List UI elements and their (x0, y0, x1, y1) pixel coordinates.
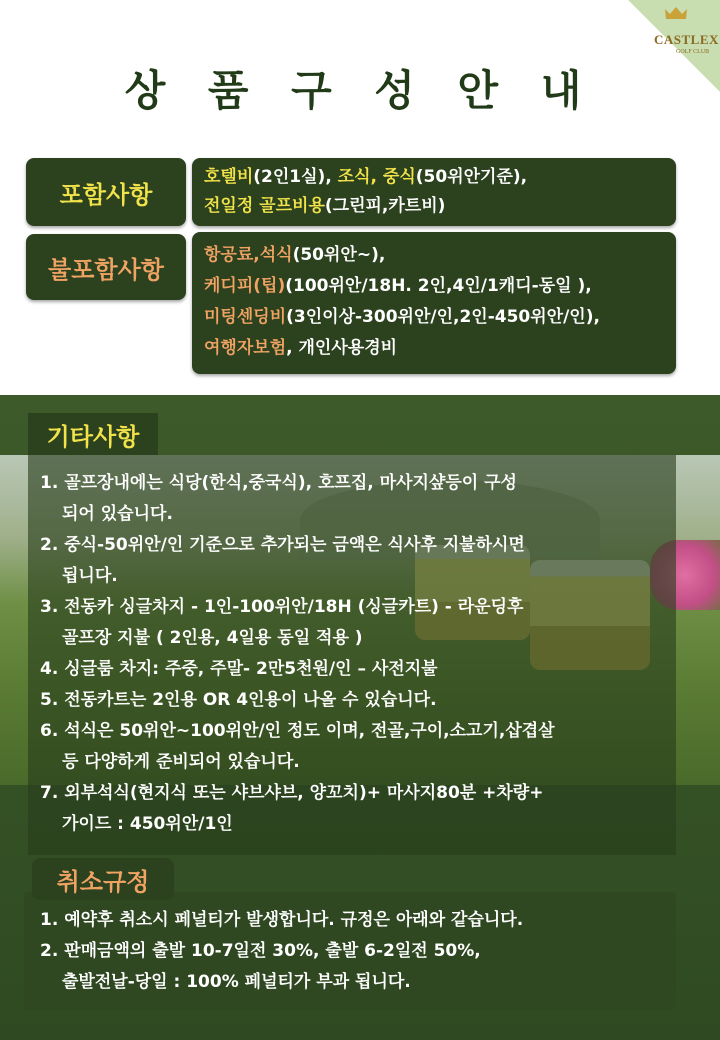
excluded-line (204, 333, 664, 364)
text-segment: 항공료,석식 (204, 245, 293, 265)
text-segment: (3인이상-300위안/인,2인-450위안/인), (286, 307, 600, 327)
excluded-line (204, 302, 664, 333)
included-line-1 (204, 163, 664, 192)
list-item (40, 685, 670, 716)
list-item-text: 6. 석식은 50위안~100위안/인 정도 이며, 전골,구이,소고기,삽겹살 (40, 721, 555, 741)
text-segment: (2인1실), (253, 167, 338, 187)
text-segment: 전일정 골프비용 (204, 196, 325, 216)
text-segment: 조식, 중식 (337, 167, 416, 187)
list-item (40, 468, 670, 530)
cancel-list (40, 905, 670, 998)
list-item-text: 4. 싱글룸 차지: 주중, 주말- 2만5천원/인 – 사전지불 (40, 659, 438, 679)
text-segment: (50위안~), (292, 245, 386, 265)
list-item (40, 778, 670, 840)
list-item-continuation: 가이드 : 450위안/1인 (62, 814, 233, 834)
list-item-continuation: 출발전날-당일 : 100% 페널티가 부과 됩니다. (62, 972, 411, 992)
included-label: 포함사항 (26, 158, 186, 226)
text-segment: 호텔비 (204, 167, 254, 187)
page-title: 상 품 구 성 안 내 (124, 66, 596, 115)
list-item-text: 2. 중식-50위안/인 기준으로 추가되는 금액은 식사후 지불하시면 (40, 535, 525, 555)
list-item-text: 1. 예약후 취소시 페널티가 발생합니다. 규정은 아래와 같습니다. (40, 910, 524, 930)
list-item-text: 2. 판매금액의 출발 10-7일전 30%, 출발 6-2일전 50%, (40, 941, 481, 961)
included-details (192, 158, 676, 226)
text-segment: 케디피(팁) (204, 276, 286, 296)
list-item-text: 1. 골프장내에는 식당(한식,중국식), 호프집, 마사지샾등이 구성 (40, 473, 517, 493)
text-segment: (100위안/18H. 2인,4인/1캐디-동일 ), (285, 276, 592, 296)
included-line-2 (204, 192, 664, 221)
list-item (40, 654, 670, 685)
list-item (40, 936, 670, 998)
etc-list (40, 468, 670, 840)
list-item-text: 7. 외부석식(현지식 또는 샤브샤브, 양꼬치)+ 마사지80분 +차량+ (40, 783, 544, 803)
text-segment: (50위안기준), (415, 167, 528, 187)
logo-name: CASTLEX (654, 32, 719, 47)
logo-subtitle: GOLF CLUB (676, 49, 710, 55)
excluded-line (204, 271, 664, 302)
text-segment: 여행자보험 (204, 338, 287, 358)
list-item (40, 592, 670, 654)
list-item-continuation: 등 다양하게 준비되어 있습니다. (62, 752, 300, 772)
list-item-continuation: 됩니다. (62, 566, 118, 586)
crown-icon (664, 6, 688, 20)
excluded-line (204, 240, 664, 271)
list-item-text: 5. 전동카트는 2인용 OR 4인용이 나올 수 있습니다. (40, 690, 437, 710)
text-segment: , 개인사용경비 (286, 338, 398, 358)
cancel-heading: 취소규정 (32, 858, 174, 900)
list-item (40, 905, 670, 936)
list-item-continuation: 골프장 지불 ( 2인용, 4일용 동일 적용 ) (62, 628, 363, 648)
etc-heading: 기타사항 (28, 413, 158, 455)
list-item (40, 716, 670, 778)
list-item-continuation: 되어 있습니다. (62, 504, 173, 524)
excluded-label: 불포함사항 (26, 234, 186, 300)
list-item (40, 530, 670, 592)
list-item-text: 3. 전동카 싱글차지 - 1인-100위안/18H (싱글카트) - 라운딩후 (40, 597, 524, 617)
text-segment: 미팅센딩비 (204, 307, 287, 327)
excluded-details (192, 232, 676, 374)
text-segment: (그린피,카트비) (324, 196, 446, 216)
